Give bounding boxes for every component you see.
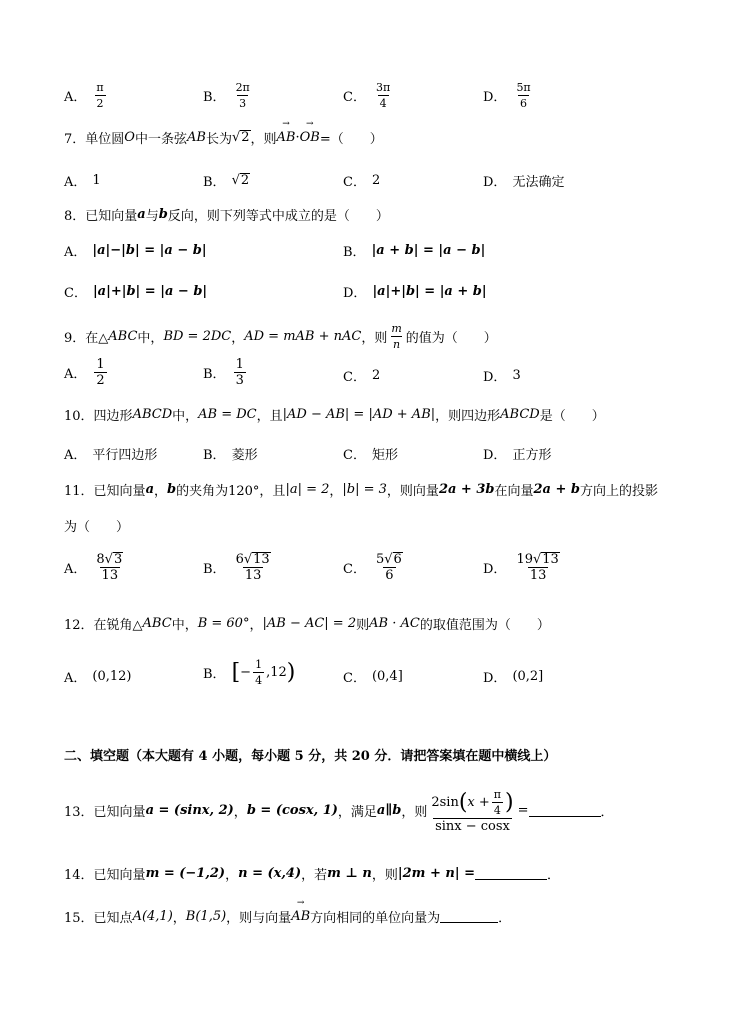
math-expr: 2a + 3b [438,482,495,497]
numerator: 1 [235,357,244,372]
question-11-cont [64,516,129,535]
vector: → AB [291,909,310,924]
math-expr: |a| = 2 [285,482,330,497]
sqrt-expr: √ 2 [231,130,250,145]
stem-text: 为（ ） [64,520,130,535]
q6-option-b [203,80,254,111]
option-text: 3 [512,368,521,383]
denominator: 13 [529,568,547,583]
option-label: B． [203,562,226,577]
question-8 [64,205,389,224]
question-number: 11． [64,484,94,499]
stem-text: ， [172,911,186,926]
question-7 [64,128,383,147]
denominator: 2 [96,97,104,110]
math-expr: m ⊥ n [327,866,372,881]
stem-text: ，则向量 [386,484,439,499]
option-text: |a + b| = |a − b| [371,243,486,258]
denominator: 4 [379,97,387,110]
question-number: 14． [64,868,94,883]
math-var: ABCD [500,407,540,422]
q6-option-c [343,80,394,111]
math-expr: AD = mAB + nAC [244,329,362,344]
q11-option-d [483,552,564,583]
fraction [94,80,105,111]
q12-option-a [64,667,131,686]
fraction [94,357,106,388]
denominator: 3 [239,97,247,110]
math-expr: AB · AC [369,616,420,631]
bracket: ) [286,660,296,685]
q8-option-b [343,241,485,260]
bracket: [ [231,660,241,685]
stem-text: ， [249,618,263,633]
fraction [374,80,392,111]
numerator: 19√ 13 [516,552,559,567]
fraction [429,787,515,834]
minus: − [240,665,252,680]
stem-text: 单位圆 [85,132,125,147]
option-label: B． [203,90,226,105]
answer-blank[interactable] [440,910,498,923]
math-expr: a∥b [376,803,402,818]
denominator: 3 [235,373,244,388]
numerator: 2sin ( x + $\frac{\pi}{4}$ ) [431,788,514,817]
coef: 5 [375,552,385,567]
stem-text: 与 [145,209,159,224]
q11-option-a [64,552,127,583]
option-text: (0,2] [512,669,544,684]
math-expr: b = (cosx, 1) [246,803,338,818]
period: ． [498,911,512,926]
q12-option-d [483,667,543,686]
q10-option-a [64,444,157,463]
stem-text: 方向相同的单位向量为 [310,911,441,926]
option-label: C． [343,671,366,686]
option-label: B． [203,367,226,382]
stem-text: 中， [137,331,164,346]
option-label: D． [483,175,507,190]
question-number: 7． [64,132,86,147]
q8-option-c [64,282,207,301]
stem-text: 是（ ） [539,409,605,424]
fraction [492,787,503,818]
q6-option-a [64,80,108,111]
stem-text: 在△ [85,331,109,346]
stem-text: ，若 [301,868,328,883]
question-number: 12． [64,618,94,633]
denominator: 6 [385,568,394,583]
stem-text: 反向，则下列等式中成立的是（ ） [167,209,389,224]
q7-option-a [64,171,101,190]
numerator: 1 [255,658,263,671]
question-15 [64,907,511,926]
fraction [234,552,273,583]
dot: · [295,130,300,145]
stem-text: ，且 [256,409,283,424]
period: ． [600,805,614,820]
radicand: 3 [113,552,123,567]
question-number: 8． [64,209,86,224]
radicand: 2 [241,130,250,145]
answer-blank[interactable] [475,867,547,880]
stem-text: 的值为（ ） [405,331,497,346]
q12-option-c [343,667,403,686]
math-var: a [137,207,146,222]
denominator: sinx − cosx [435,819,510,834]
option-text: (0,4] [371,669,403,684]
coef: 8 [96,552,105,567]
section-2-title: 二、填空题（本大题有 4 小题，每小题 5 分，共 20 分．请把答案填在题中横线上） [64,749,557,764]
sqrt-expr: √ 2 [231,173,250,188]
q12-option-b [203,657,295,688]
numerator: 3π [375,81,391,94]
stem-text: =（ ） [319,132,383,147]
option-label: D． [483,448,507,463]
q9-option-d [483,366,521,385]
equals: = [517,803,529,818]
fraction [389,321,403,352]
math-expr: |AB − AC| = 2 [262,616,357,631]
option-label: A． [64,245,87,260]
stem-text: ， [231,331,245,346]
fraction [374,552,405,583]
math-expr: n = (x,4) [238,866,302,881]
stem-text: 中一条弦 [134,132,187,147]
option-text: 2 [371,173,381,188]
option-text: (0,12) [92,669,132,684]
question-13 [64,787,614,834]
question-number: 10． [64,409,94,424]
numerator: π [493,788,502,801]
fraction [253,657,264,688]
option-label: B． [203,667,226,682]
option-text: 1 [92,173,101,188]
math-var: ABC [142,616,172,631]
radicand: 6 [393,552,402,567]
q11-option-b [203,552,275,583]
option-label: C． [343,370,366,385]
numerator: m [391,322,402,335]
option-text: 正方形 [512,448,552,463]
denominator: 6 [520,97,528,110]
numerator: 5π [516,81,531,94]
numerator: 1 [96,357,105,372]
option-label: A． [64,367,87,382]
fraction [234,357,246,388]
option-text: 菱形 [231,448,258,463]
option-label: A． [64,448,87,463]
math-var: ABCD [132,407,173,422]
fraction [234,80,252,111]
numerator: 5√ 6 [375,552,402,567]
numerator: 2π [235,81,250,94]
stem-text: 的取值范围为（ ） [419,618,550,633]
option-text: |a|−|b| = |a − b| [92,243,207,258]
option-label: B． [343,245,366,260]
stem-text: 则 [356,618,370,633]
q6-option-d [483,80,535,111]
option-label: B． [203,448,226,463]
stem-text: 已知向量 [85,209,138,224]
q8-option-a [64,241,207,260]
stem-text: 的夹角为120°，且 [176,484,286,499]
radicand: 13 [253,552,270,567]
stem-text: 已知点 [93,911,133,926]
math-expr: |2m + n| = [397,866,475,881]
question-12 [64,614,550,633]
question-number: 9． [64,331,86,346]
stem-text: 四边形 [93,409,133,424]
math-expr: B = 60° [197,616,250,631]
math-expr: AB = DC [198,407,257,422]
q9-option-c [343,366,380,385]
denominator: n [393,338,401,351]
option-label: D． [483,671,507,686]
option-text: 2 [371,368,381,383]
radicand: 2 [240,173,250,188]
stem-text: ，则 [361,331,388,346]
option-label: D． [343,286,367,301]
fraction [94,552,125,583]
q7-option-c [343,171,380,190]
stem-text: 已知向量 [93,868,146,883]
q7-option-d [483,171,564,190]
option-text: 矩形 [371,448,398,463]
numerator: 8√ 3 [96,552,123,567]
math-var: b [158,207,168,222]
numerator: π [96,81,104,94]
stem-text: ， [225,868,239,883]
math-var: b [167,482,177,497]
stem-text: ，则 [250,132,277,147]
stem-text: 中， [172,409,199,424]
stem-text: 在向量 [494,484,534,499]
stem-text: ， [154,484,168,499]
question-14 [64,864,560,883]
stem-text: ，则 [401,805,428,820]
stem-text: 中， [171,618,198,633]
math-expr: B(1,5) [185,909,227,924]
stem-text: ， [233,805,247,820]
vector: → AB [277,130,296,145]
option-label: C． [343,562,366,577]
question-9 [64,321,497,352]
denominator: 13 [101,568,119,583]
math-expr: a = (sinx, 2) [145,803,234,818]
fraction [514,552,561,583]
math-expr: A(4,1) [132,909,173,924]
stem-text: ，则四边形 [435,409,501,424]
stem-text: 在锐角△ [93,618,143,633]
stem-text: ， [329,484,343,499]
option-text: 无法确定 [512,175,565,190]
coef: 19 [516,552,533,567]
option-text: ,12 [266,665,287,680]
question-number: 13． [64,805,94,820]
stem-text: ，满足 [337,805,377,820]
math-var: a [145,482,154,497]
question-number: 15． [64,911,94,926]
option-label: C． [64,286,87,301]
option-text: 平行四边形 [92,448,158,463]
math-expr: 2a + b [533,482,581,497]
math-expr: |AD − AB| = |AD + AB| [282,407,436,422]
stem-text: ，则 [371,868,398,883]
denominator: 4 [255,674,263,687]
option-label: D． [483,90,507,105]
option-label: A． [64,562,87,577]
option-label: C． [343,90,366,105]
option-label: C． [343,448,366,463]
option-label: A． [64,175,87,190]
vector: → OB [300,130,320,145]
denominator: 2 [96,373,105,388]
q10-option-d [483,444,551,463]
radicand: 13 [542,552,559,567]
q11-option-c [343,552,407,583]
option-label: C． [343,175,366,190]
option-label: B． [203,175,226,190]
q10-option-c [343,444,398,463]
q10-option-b [203,444,258,463]
q9-option-a [64,357,109,388]
q7-option-b [203,171,250,190]
coef: 6 [235,552,244,567]
question-10 [64,405,605,424]
denominator: 4 [493,804,501,817]
option-label: A． [64,90,87,105]
stem-text: 方向上的投影 [580,484,659,499]
sin-fn: 2sin [431,795,459,810]
stem-text: 已知向量 [93,805,146,820]
denominator: 13 [244,568,262,583]
math-expr: m = (−1,2) [145,866,226,881]
option-label: A． [64,671,87,686]
option-label: D． [483,562,507,577]
math-var: ABC [108,329,138,344]
math-expr: |b| = 3 [342,482,387,497]
stem-text: ，则与向量 [226,911,292,926]
option-text: |a|+|b| = |a + b| [372,284,487,299]
math-expr: BD = 2DC [163,329,232,344]
math-var: O [124,130,135,145]
option-label: D． [483,370,507,385]
fraction [514,80,532,111]
math-var: AB [186,130,206,145]
period: ． [546,868,560,883]
math-expr: x + [467,795,490,810]
q9-option-b [203,357,248,388]
option-text: |a|+|b| = |a − b| [92,284,208,299]
q8-option-d [343,282,487,301]
stem-text: 已知向量 [93,484,146,499]
question-11 [64,480,658,499]
stem-text: 长为 [205,132,232,147]
answer-blank[interactable] [529,804,601,817]
numerator: 6√ 13 [235,552,270,567]
